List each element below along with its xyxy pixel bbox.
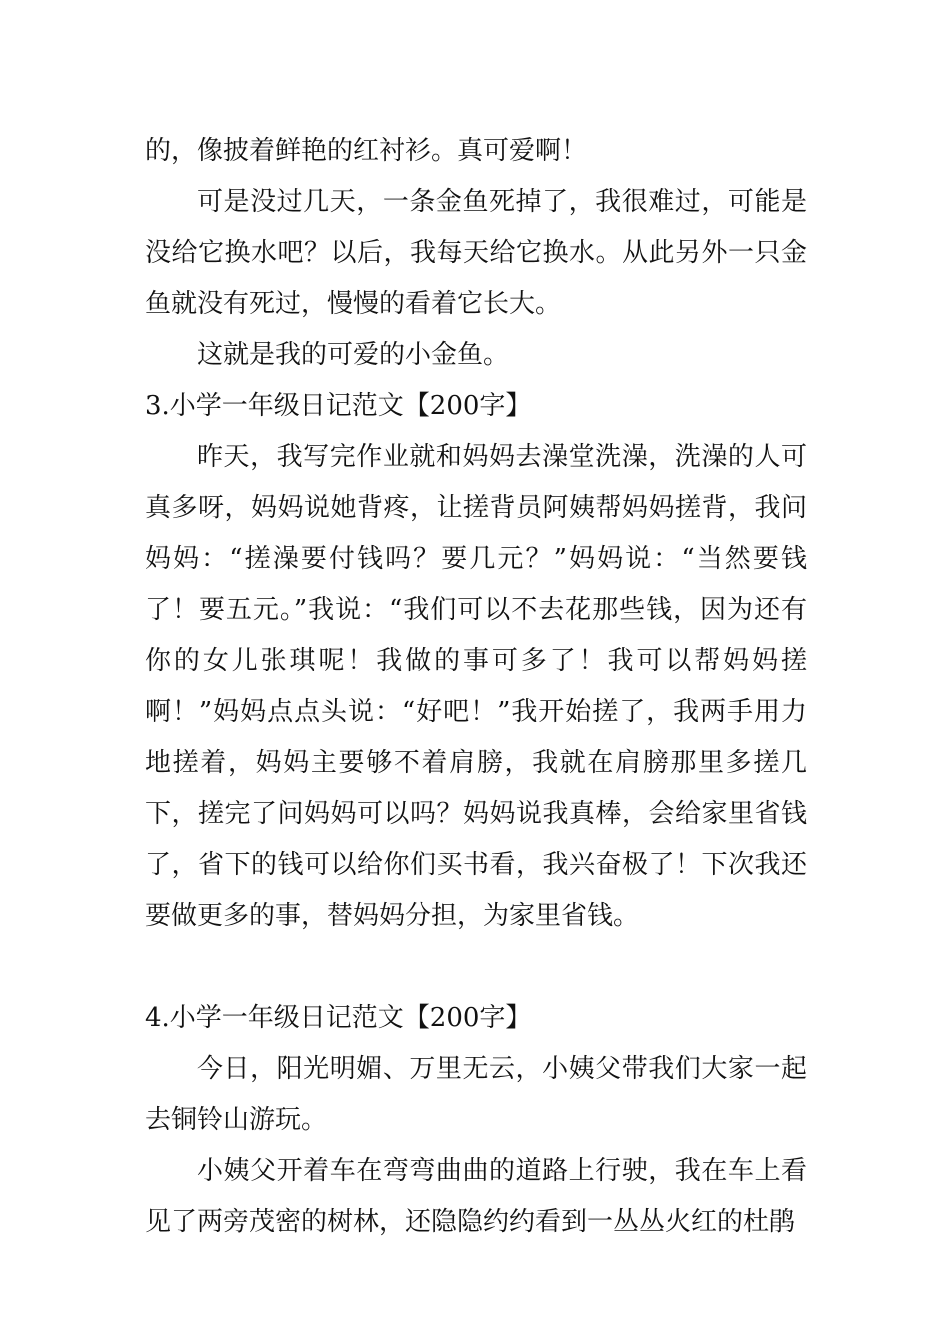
section-heading-4: 4.小学一年级日记范文【200字】 — [145, 1003, 532, 1033]
paragraph-spacer — [145, 942, 807, 993]
paragraph-car-ride: 小姨父开着车在弯弯曲曲的道路上行驶，我在车上看见了两旁茂密的树林，还隐隐约约看到一丛丛火红的杜鹃 — [145, 1156, 807, 1237]
paragraph-goldfish-conclusion: 这就是我的可爱的小金鱼。 — [197, 340, 510, 370]
paragraph-goldfish-died: 可是没过几天，一条金鱼死掉了，我很难过，可能是没给它换水吧？以后，我每天给它换水。从此另外一只金鱼就没有死过，慢慢的看着它长大。 — [145, 187, 807, 319]
paragraph-continuation: 的，像披着鲜艳的红衬衫。真可爱啊！ — [145, 136, 588, 166]
section-heading-3: 3.小学一年级日记范文【200字】 — [145, 391, 532, 421]
paragraph-trip-intro: 今日，阳光明媚、万里无云，小姨父带我们大家一起去铜铃山游玩。 — [145, 1054, 807, 1135]
document-body — [145, 126, 807, 1248]
paragraph-bathhouse: 昨天，我写完作业就和妈妈去澡堂洗澡，洗澡的人可真多呀，妈妈说她背疼，让搓背员阿姨帮妈妈搓背，我问妈妈：“搓澡要付钱吗？要几元？”妈妈说：“当然要钱了！要五元。”我说：“我们可以不去花那些钱，因为还有你的女儿张琪呢！我做的事可多了！我可以帮妈妈搓啊！”妈妈点点头说：“好吧！”我开始搓了，我两手用力地搓着，妈妈主要够不着肩膀，我就在肩膀那里多搓几下，搓完了问妈妈可以吗？妈妈说我真棒，会给家里省钱了，省下的钱可以给你们买书看，我兴奋极了！下次我还要做更多的事，替妈妈分担，为家里省钱。 — [145, 442, 807, 931]
